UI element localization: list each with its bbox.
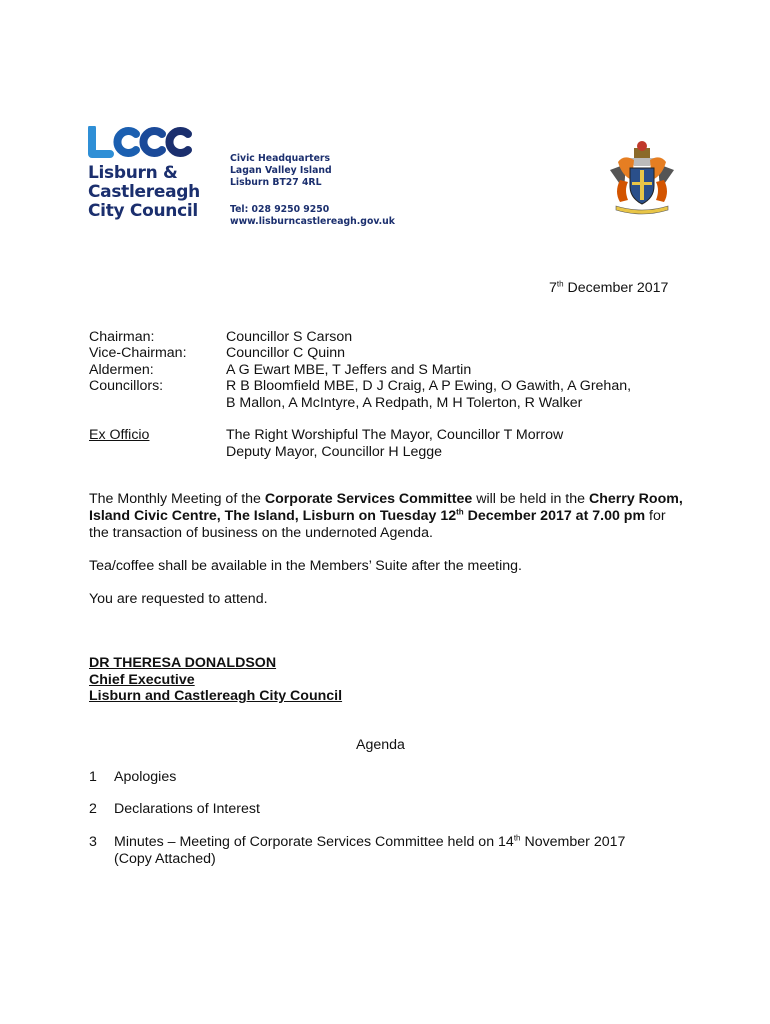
- signatory-organisation: Lisburn and Castlereagh City Council: [89, 688, 343, 704]
- logo-text-line-1: Lisburn &: [88, 163, 178, 183]
- refreshments-paragraph: Tea/coffee shall be available in the Members’ Suite after the meeting.: [89, 558, 522, 574]
- signatory-name: DR THERESA DONALDSON: [89, 655, 277, 671]
- attendance-paragraph: You are requested to attend.: [89, 591, 268, 607]
- signatory-title: Chief Executive: [89, 671, 195, 688]
- agenda-heading: Agenda: [356, 737, 405, 753]
- address-line-1: Civic Headquarters: [230, 153, 331, 164]
- agenda-item-text: Declarations of Interest: [114, 801, 260, 817]
- agenda-item: [89, 834, 625, 867]
- date-day: 7: [549, 280, 557, 296]
- member-row: [89, 378, 631, 394]
- member-label: Councillors:: [89, 378, 164, 395]
- letterhead-address: [230, 153, 395, 228]
- address-line-2: Lagan Valley Island: [230, 165, 332, 176]
- member-label: Aldermen:: [89, 361, 154, 378]
- ex-officio-label: Ex Officio: [89, 427, 150, 444]
- member-label: Vice-Chairman:: [89, 345, 187, 362]
- letter-date: [549, 280, 668, 296]
- date-rest: December 2017: [563, 280, 669, 296]
- logo-text-line-3: City Council: [88, 201, 198, 221]
- member-row: [89, 345, 631, 361]
- member-value: Councillor S Carson: [226, 329, 353, 345]
- member-value: R B Bloomfield MBE, D J Craig, A P Ewing, O Gawith, A Grehan,: [226, 378, 632, 395]
- member-label: [89, 395, 226, 411]
- member-row: [89, 362, 631, 378]
- agenda-item: [89, 801, 260, 818]
- agenda-item-number: 1: [89, 769, 97, 785]
- member-value: Councillor C Quinn: [226, 345, 346, 362]
- ex-officio-row: [89, 427, 631, 443]
- committee-name: Corporate Services Committee: [264, 491, 473, 507]
- agenda-item: [89, 769, 176, 786]
- date-suffix: th: [556, 279, 564, 289]
- agenda-item-number: 2: [89, 801, 97, 817]
- member-row: [89, 329, 631, 345]
- ex-officio-value-1: The Right Worshipful The Mayor, Councillor T Morrow: [226, 427, 564, 444]
- address-line-3: Lisburn BT27 4RL: [230, 177, 322, 188]
- ex-officio-row: [89, 444, 631, 460]
- member-value: B Mallon, A McIntyre, A Redpath, M H Tolerton, R Walker: [226, 394, 583, 411]
- coat-of-arms-icon: [604, 140, 680, 218]
- member-value: A G Ewart MBE, T Jeffers and S Martin: [226, 361, 472, 378]
- meeting-notice-paragraph: [89, 491, 689, 542]
- council-logo: [88, 126, 208, 226]
- website: www.lisburncastlereagh.gov.uk: [230, 216, 395, 227]
- notice-text: will be held in the: [472, 491, 589, 507]
- logo-text-line-2: Castlereagh: [88, 182, 200, 202]
- signature-block: [89, 655, 342, 705]
- lccc-logo-mark: [88, 126, 198, 162]
- member-label: Chairman:: [89, 329, 155, 345]
- notice-text: The Monthly Meeting of the: [89, 491, 265, 507]
- notice-text: for the transaction of business on the undernoted Agenda.: [89, 508, 666, 541]
- committee-members: [89, 329, 631, 460]
- meeting-location: Cherry Room, Island Civic Centre, The Island, Lisburn on Tuesday 12th December 2017 at 7.00 pm: [89, 491, 683, 524]
- agenda-item-text: Apologies: [114, 769, 177, 785]
- telephone: Tel: 028 9250 9250: [230, 204, 330, 215]
- agenda-item-text: Minutes – Meeting of Corporate Services Committee held on 14th November 2017 (Copy Attached): [114, 833, 626, 867]
- member-row: [89, 395, 631, 411]
- ex-officio-value-2: Deputy Mayor, Councillor H Legge: [226, 443, 443, 460]
- agenda-item-number: 3: [89, 834, 97, 850]
